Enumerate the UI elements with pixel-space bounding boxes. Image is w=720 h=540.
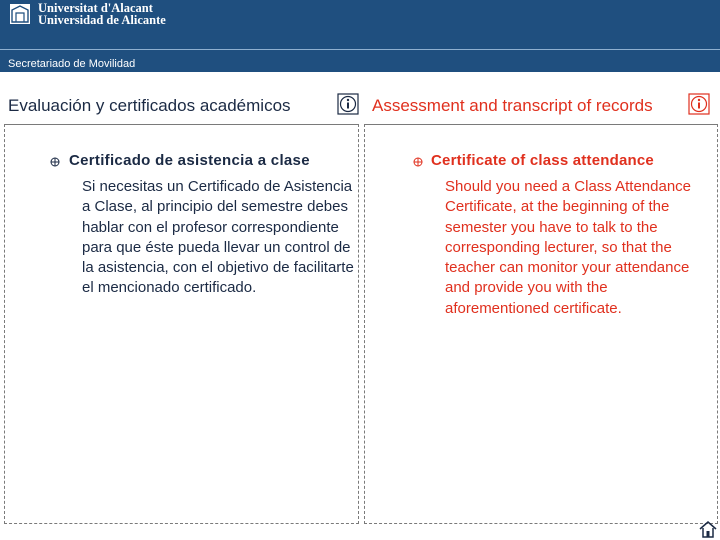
university-logo-icon <box>8 2 32 26</box>
english-section-title: Assessment and transcript of records <box>372 96 653 115</box>
english-item-title: Certificate of class attendance <box>431 152 654 169</box>
department-name: Secretariado de Movilidad <box>8 58 136 70</box>
header-bar <box>0 0 720 72</box>
bullet-icon <box>413 157 423 167</box>
english-item-body: Should you need a Class Attendance Certificate, at the beginning of the semester you have to talk to the corresponding lecturer, so that the teacher can monitor your attendance and provide you with the aforementioned certificate. <box>445 178 692 317</box>
home-icon[interactable] <box>698 520 718 538</box>
spanish-item-title: Certificado de asistencia a clase <box>69 152 310 169</box>
spanish-section-title: Evaluación y certificados académicos <box>8 96 291 115</box>
bullet-icon <box>50 157 60 167</box>
info-icon[interactable] <box>688 93 710 115</box>
header-divider <box>0 49 720 50</box>
university-name-es: Universidad de Alicante <box>38 13 166 27</box>
info-icon[interactable] <box>337 93 359 115</box>
spanish-item-body: Si necesitas un Certificado de Asistencia a Clase, al principio del semestre debes hablar con el profesor correspondiente para que éste pueda llevar un control de la asistencia, con el objetivo de facilitarte el mencionado certificado. <box>82 178 354 297</box>
university-name-ca: Universitat d'Alacant <box>38 1 153 15</box>
